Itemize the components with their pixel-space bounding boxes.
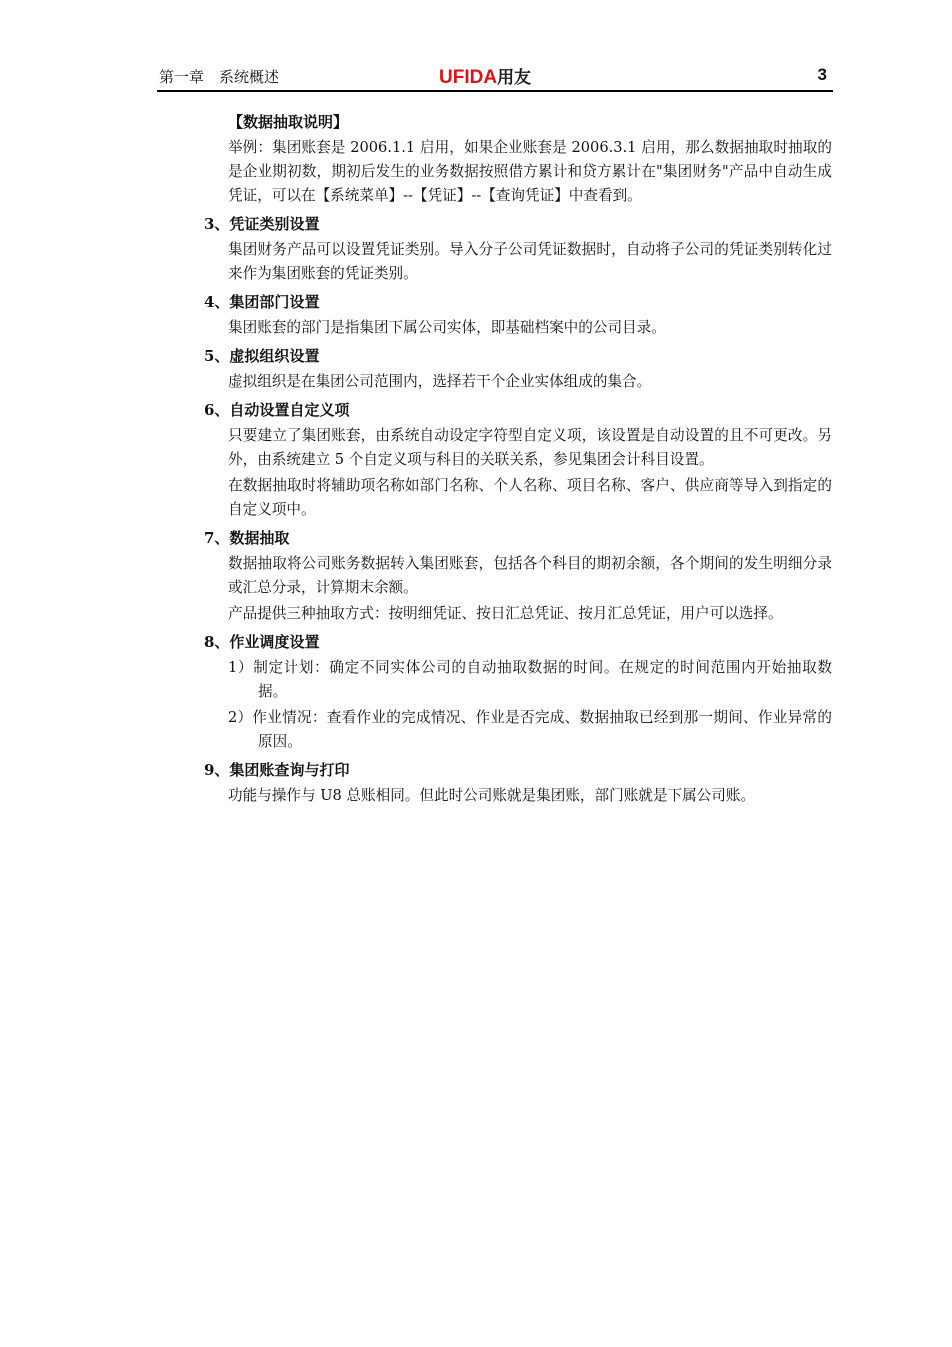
section-4-heading: 4、集团部门设置: [204, 293, 320, 311]
section-7-heading: 7、数据抽取: [204, 529, 290, 547]
section-7-paragraph-2: 产品提供三种抽取方式：按明细凭证、按日汇总凭证、按月汇总凭证，用户可以选择。: [228, 605, 783, 622]
intro-paragraph: 举例：集团账套是 2006.1.1 启用，如果企业账套是 2006.3.1 启用，那么数据抽取时抽取的是企业期初数，期初后发生的业务数据按照借方累计和贷方累计在"集团财务"产品中自动生成凭证，可以在【系统菜单】--【凭证】--【查询凭证】中查看到。: [228, 139, 832, 204]
document-body: [200, 110, 832, 810]
section-8-list-item-2: 2）作业情况：查看作业的完成情况、作业是否完成、数据抽取已经到那一期间、作业异常的原因。: [228, 709, 832, 750]
section-6-heading: 6、自动设置自定义项: [204, 401, 350, 419]
logo-chinese-text: 用友: [497, 68, 532, 87]
section-6-paragraph-2: 在数据抽取时将辅助项名称如部门名称、个人名称、项目名称、客户、供应商等导入到指定的自定义项中。: [228, 477, 832, 518]
page-header: [157, 64, 833, 92]
section-5-heading: 5、虚拟组织设置: [204, 347, 320, 365]
chapter-title: 第一章 系统概述: [159, 68, 280, 86]
section-5-paragraph: 虚拟组织是在集团公司范围内，选择若干个企业实体组成的集合。: [228, 373, 652, 390]
section-3-paragraph: 集团财务产品可以设置凭证类别。导入分子公司凭证数据时，自动将子公司的凭证类别转化过来作为集团账套的凭证类别。: [228, 241, 832, 282]
ufida-logo: [439, 63, 531, 89]
section-9-heading: 9、集团账查询与打印: [204, 761, 350, 779]
section-3-heading: 3、凭证类别设置: [204, 215, 320, 233]
logo-latin-text: UFIDA: [439, 67, 498, 88]
section-7-paragraph-1: 数据抽取将公司账务数据转入集团账套，包括各个科目的期初余额，各个期间的发生明细分录或汇总分录，计算期末余额。: [228, 555, 832, 596]
section-4-paragraph: 集团账套的部门是指集团下属公司实体，即基础档案中的公司目录。: [228, 319, 666, 336]
section-8-list-item-1: 1）制定计划：确定不同实体公司的自动抽取数据的时间。在规定的时间范围内开始抽取数据。: [228, 659, 832, 700]
section-8-heading: 8、作业调度设置: [204, 633, 320, 651]
page-number: 3: [817, 65, 827, 84]
intro-heading: 【数据抽取说明】: [228, 113, 349, 131]
section-9-paragraph: 功能与操作与 U8 总账相同。但此时公司账就是集团账，部门账就是下属公司账。: [228, 787, 756, 804]
section-6-paragraph-1: 只要建立了集团账套，由系统自动设定字符型自定义项，该设置是自动设置的且不可更改。另外，由系统建立 5 个自定义项与科目的关联关系，参见集团会计科目设置。: [228, 427, 832, 468]
